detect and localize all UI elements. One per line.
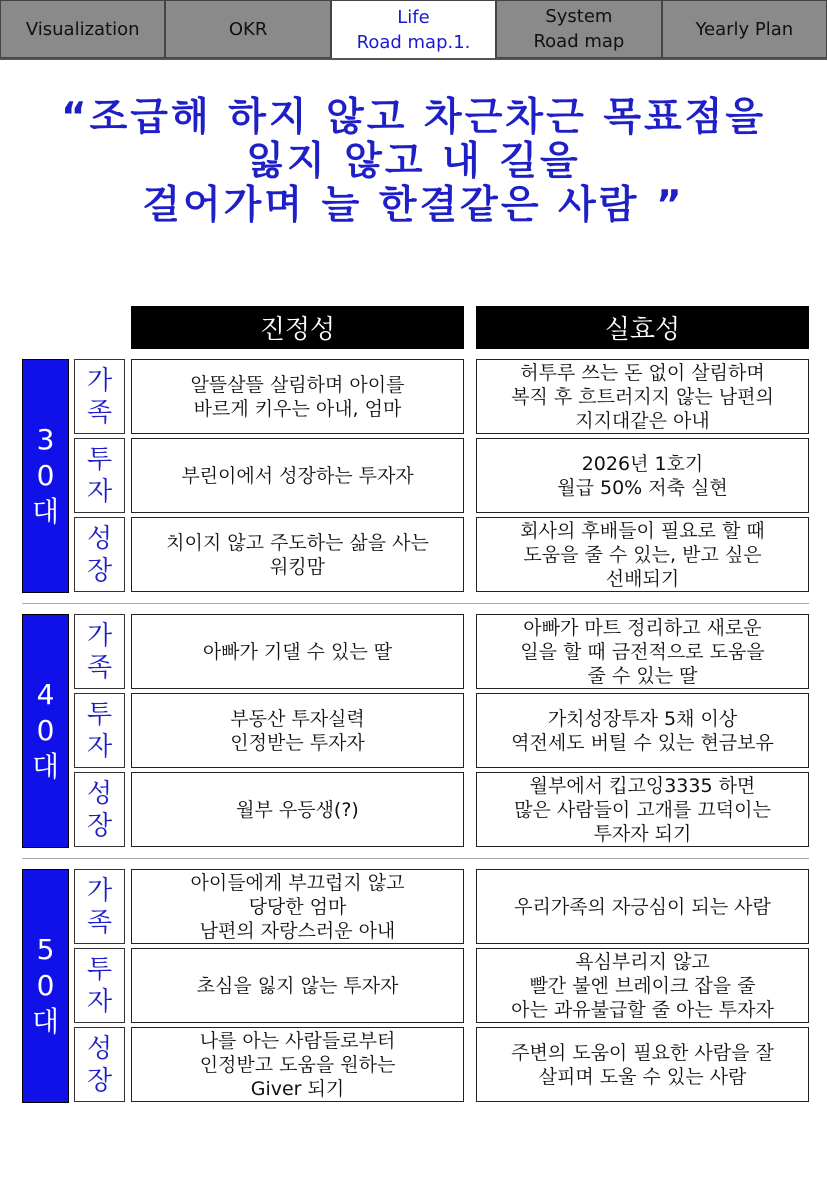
cell-sincerity: 부동산 투자실력 인정받는 투자자 [131, 693, 464, 768]
cell-sincerity: 알뜰살뜰 살림하며 아이를 바르게 키우는 아내, 엄마 [131, 359, 464, 434]
age-char: 대 [31, 495, 60, 528]
cat-char: 족 [86, 397, 113, 428]
cat-char: 장 [86, 1065, 113, 1096]
tab-label: OKR [228, 18, 268, 40]
cat-char: 족 [86, 652, 113, 683]
age-char: 4 [36, 678, 55, 711]
age-char: 3 [36, 423, 55, 456]
cat-char: 가 [86, 620, 113, 651]
cell-effectiveness: 월부에서 킵고잉3335 하면 많은 사람들이 고개를 끄덕이는 투자자 되기 [476, 772, 809, 847]
cell-sincerity: 나를 아는 사람들로부터 인정받고 도움을 원하는 Giver 되기 [131, 1027, 464, 1102]
age-block-30s [22, 359, 69, 593]
cell-sincerity: 아빠가 기댈 수 있는 딸 [131, 614, 464, 689]
category-investment [74, 948, 125, 1023]
cell-sincerity: 아이들에게 부끄럽지 않고 당당한 엄마 남편의 자랑스러운 아내 [131, 869, 464, 944]
age-char: 대 [31, 750, 60, 783]
cat-char: 자 [86, 986, 113, 1017]
category-family [74, 359, 125, 434]
cat-char: 자 [86, 731, 113, 762]
cat-char: 성 [86, 523, 113, 554]
category-family [74, 869, 125, 944]
tab-yearly-plan[interactable] [662, 0, 827, 58]
cell-sincerity: 치이지 않고 주도하는 삶을 사는 워킹맘 [131, 517, 464, 592]
age-char: 5 [36, 933, 55, 966]
cat-char: 가 [86, 875, 113, 906]
cat-char: 투 [86, 444, 113, 475]
age-char: 0 [36, 714, 55, 747]
section-divider [22, 603, 809, 604]
cell-sincerity: 월부 우등생(?) [131, 772, 464, 847]
tab-bar [0, 0, 827, 60]
column-header-effectiveness: 실효성 [476, 306, 809, 349]
age-char: 0 [36, 969, 55, 1002]
category-family [74, 614, 125, 689]
category-investment [74, 438, 125, 513]
cell-effectiveness: 우리가족의 자긍심이 되는 사람 [476, 869, 809, 944]
quote-line-2: 잃지 않고 내 길을 [246, 139, 581, 184]
cat-char: 자 [86, 476, 113, 507]
cat-char: 투 [86, 954, 113, 985]
section-divider [22, 858, 809, 859]
category-growth [74, 517, 125, 592]
tab-label: Life Road map.1. [356, 6, 471, 53]
age-char: 0 [36, 459, 55, 492]
cat-char: 성 [86, 778, 113, 809]
cell-sincerity: 부린이에서 성장하는 투자자 [131, 438, 464, 513]
tab-visualization[interactable] [0, 0, 165, 58]
tab-label: Yearly Plan [695, 18, 794, 40]
cell-effectiveness: 허투루 쓰는 돈 없이 살림하며 복직 후 흐트러지지 않는 남편의 지지대같은 아내 [476, 359, 809, 434]
cell-effectiveness: 아빠가 마트 정리하고 새로운 일을 할 때 금전적으로 도움을 줄 수 있는 딸 [476, 614, 809, 689]
category-growth [74, 772, 125, 847]
cat-char: 성 [86, 1033, 113, 1064]
tab-okr[interactable] [165, 0, 330, 58]
column-header-sincerity: 진정성 [131, 306, 464, 349]
cat-char: 투 [86, 699, 113, 730]
cell-sincerity: 초심을 잃지 않는 투자자 [131, 948, 464, 1023]
cell-effectiveness: 회사의 후배들이 필요로 할 때 도움을 줄 수 있는, 받고 싶은 선배되기 [476, 517, 809, 592]
category-growth [74, 1027, 125, 1102]
cell-effectiveness: 욕심부리지 않고 빨간 불엔 브레이크 잡을 줄 아는 과유불급할 줄 아는 투자자 [476, 948, 809, 1023]
cell-effectiveness: 2026년 1호기 월급 50% 저축 실현 [476, 438, 809, 513]
tab-label: System Road map [533, 6, 625, 52]
tab-life-road-map[interactable] [331, 0, 496, 58]
cat-char: 장 [86, 555, 113, 586]
age-block-40s [22, 614, 69, 848]
quote-line-3: 걸어가며 늘 한결같은 사람 ” [142, 183, 685, 228]
cat-char: 족 [86, 907, 113, 938]
age-char: 대 [31, 1005, 60, 1038]
tab-label: Visualization [25, 18, 140, 40]
motto-quote [0, 96, 827, 228]
cell-effectiveness: 가치성장투자 5채 이상 역전세도 버틸 수 있는 현금보유 [476, 693, 809, 768]
cat-char: 장 [86, 810, 113, 841]
cat-char: 가 [86, 365, 113, 396]
age-block-50s [22, 869, 69, 1103]
category-investment [74, 693, 125, 768]
quote-line-1: “조급해 하지 않고 차근차근 목표점을 [60, 95, 767, 140]
tab-system-road-map[interactable] [496, 0, 661, 58]
cell-effectiveness: 주변의 도움이 필요한 사람을 잘 살피며 도울 수 있는 사람 [476, 1027, 809, 1102]
